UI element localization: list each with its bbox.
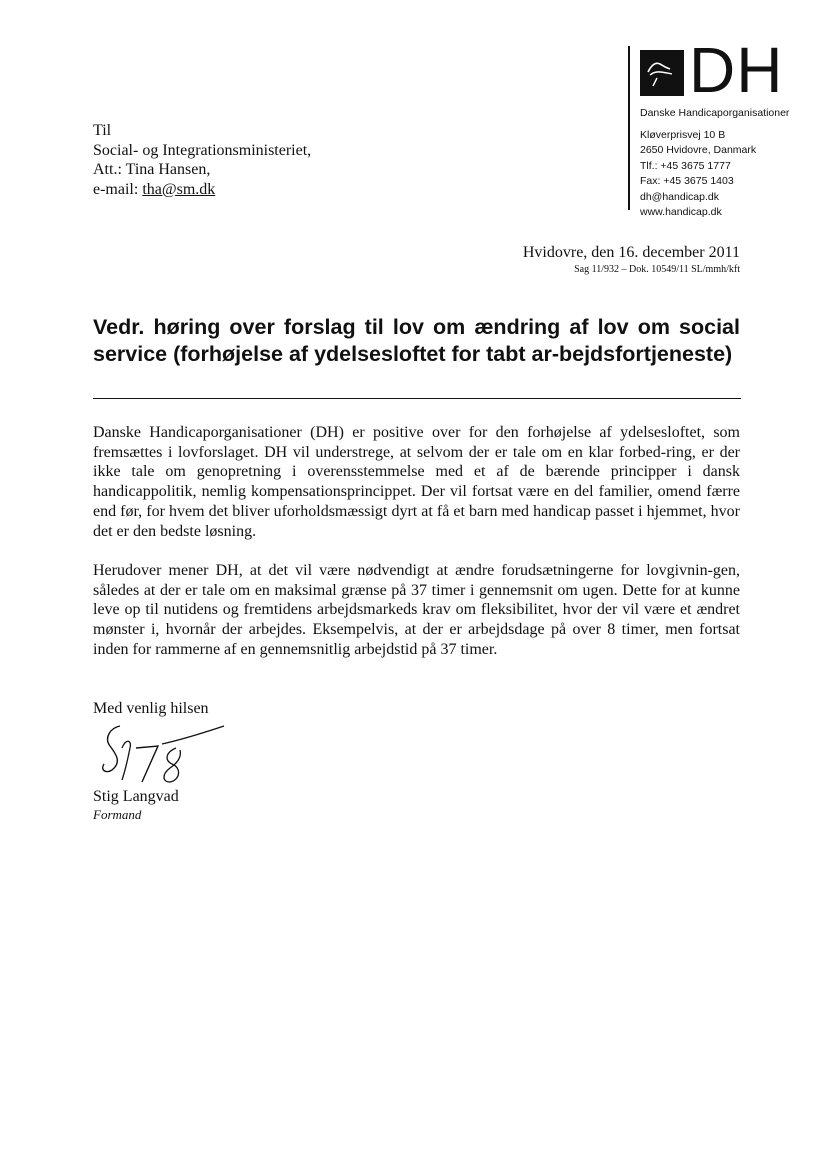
letterhead-divider (628, 46, 630, 210)
recipient-attention: Att.: Tina Hansen, (93, 161, 211, 179)
org-address: Kløverprisvej 10 B (640, 129, 726, 141)
letter-subject: Vedr. høring over forslag til lov om ændring af lov om social service (forhøjelse af ydelsesloftet for tabt ar-bejdsfortjeneste) (93, 315, 740, 366)
signer-title: Formand (93, 807, 142, 822)
subject-underline (93, 398, 741, 399)
org-contact-block (640, 128, 756, 220)
body-paragraph-2: Herudover mener DH, at det vil være nødvendigt at ændre forudsætningerne for lovgivnin-gen, således at der er tale om en maksimal grænse på 37 timer i gennemsnit om ugen. Dette for at kunne leve op til nutidens og fremtidens arbejdsmarkeds krav om fleksibilitet, hvor der vil være et ændret mønster i, hvornår der arbejdes. Eksempelvis, at der er arbejdsdage på over 8 timer, men fortsat inden for rammerne af en gennemsnitlig arbejdstid på 37 timer. (93, 562, 740, 658)
recipient-email-line (93, 180, 311, 200)
recipient-email-link[interactable]: tha@sm.dk (142, 180, 216, 198)
recipient-block (93, 121, 311, 199)
handwritten-signature (96, 718, 231, 790)
logo-wordmark: DH (689, 34, 784, 106)
org-name: Danske Handicaporganisationer (640, 107, 790, 119)
org-city: 2650 Hvidovre, Danmark (640, 144, 757, 157)
case-reference: Sag 11/932 – Dok. 10549/11 SL/mmh/kft (574, 264, 740, 275)
closing-greeting: Med venlig hilsen (93, 700, 209, 717)
org-fax: Fax: +45 3675 1403 (640, 175, 734, 188)
recipient-ministry: Social- og Integrationsministeriet, (93, 141, 312, 159)
recipient-to: Til (93, 122, 112, 139)
body-paragraph-1: Danske Handicaporganisationer (DH) er positive over for den forhøjelse af ydelsesloftet, som fremsættes i lovforslaget. DH vil understrege, at selvom der er tale om en klar forbed-ring, er der ikke tale om genopretning i overensstemmelse med et af de bærende principper i dansk handicappolitik, nemlig kompensationsprincippet. Der vil fortsat være en del familier, omend færre end før, for hvem det bliver uforholdsmæssigt dyrt at få et barn med handicap passet i hjemmet, hvor det er den bedste løsning. (93, 424, 740, 540)
org-website: www.handicap.dk (640, 206, 722, 219)
org-email: dh@handicap.dk (640, 190, 719, 203)
org-phone: Tlf.: +45 3675 1777 (640, 159, 731, 172)
email-label: e-mail: (93, 180, 143, 198)
bird-logo-icon (640, 50, 684, 96)
letter-date: Hvidovre, den 16. december 2011 (522, 244, 740, 261)
signer-name: Stig Langvad (93, 788, 179, 805)
